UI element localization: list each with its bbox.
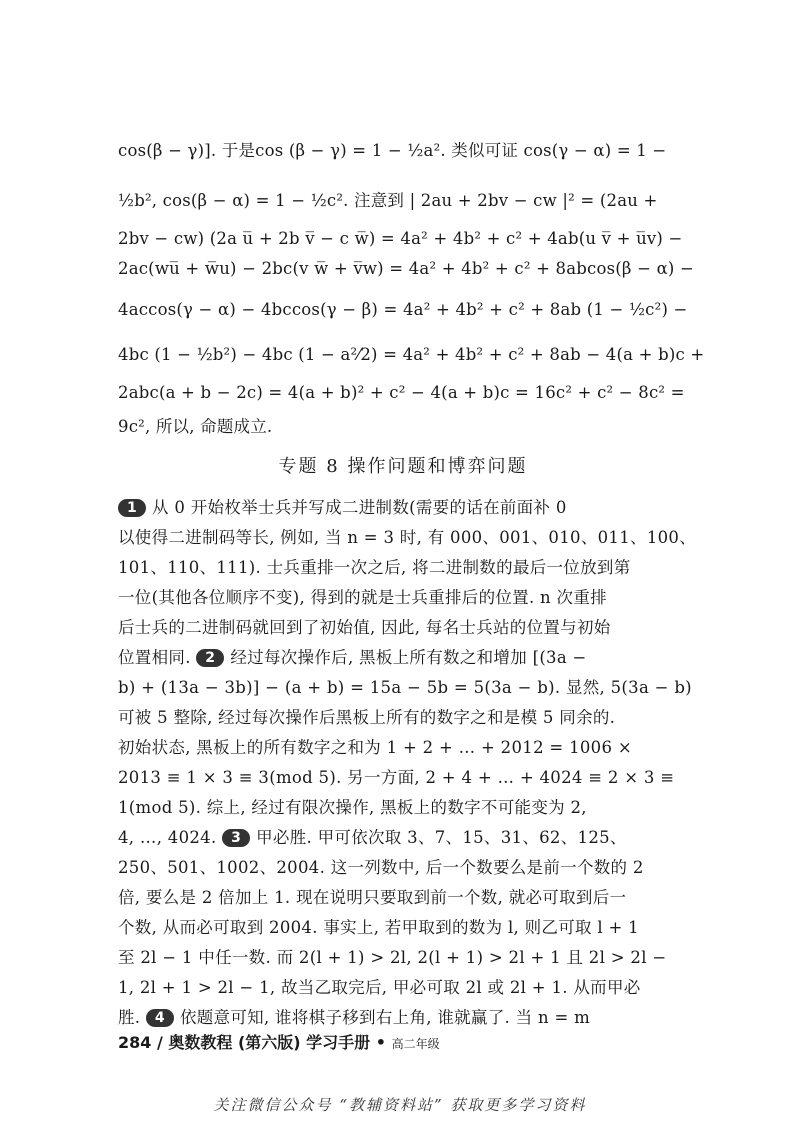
paragraph-line: 4, …, 4024. 3 甲必胜. 甲可依次取 3、7、15、31、62、125、 (118, 828, 627, 847)
paragraph-line: 以使得二进制码等长, 例如, 当 n = 3 时, 有 000、001、010、011、100、 (118, 528, 697, 547)
paragraph-line: 一位(其他各位顺序不变), 得到的就是士兵重排后的位置. n 次重排 (118, 588, 607, 607)
paragraph-line: 倍, 要么是 2 倍加上 1. 现在说明只要取到前一个数, 就必可取到后一 (118, 888, 627, 907)
paragraph-line: 后士兵的二进制码就回到了初始值, 因此, 每名士兵站的位置与初始 (118, 618, 611, 637)
paragraph-line: b) + (13a − 3b)] − (a + b) = 15a − 5b = 5(3a − b). 显然, 5(3a − b) (118, 678, 692, 697)
paragraph-line: 1(mod 5). 综上, 经过有限次操作, 黑板上的数字不可能变为 2, (118, 798, 587, 817)
math-line: 4accos(γ − α) − 4bccos(γ − β) = 4a² + 4b² + c² + 8ab (1 − ½c²) − (118, 300, 688, 319)
paragraph-line: 1, 2l + 1 > 2l − 1, 故当乙取完后, 甲必可取 2l 或 2l + 1. 从而甲必 (118, 978, 641, 997)
paragraph-line: 初始状态, 黑板上的所有数字之和为 1 + 2 + … + 2012 = 1006 × (118, 738, 632, 757)
paragraph-line: 1 从 0 开始枚举士兵并写成二进制数(需要的话在前面补 0 (118, 494, 688, 518)
paragraph-line: 2013 ≡ 1 × 3 ≡ 3(mod 5). 另一方面, 2 + 4 + … + 4024 ≡ 2 × 3 ≡ (118, 768, 675, 787)
paragraph-line: 至 2l − 1 中任一数. 而 2(l + 1) > 2l, 2(l + 1) > 2l + 1 且 2l > 2l − (118, 948, 667, 967)
paragraph-line: 位置相同. 2 经过每次操作后, 黑板上所有数之和增加 [(3a − (118, 648, 587, 667)
watermark-text: 关注微信公众号 “教辅资料站” 获取更多学习资料 (213, 1096, 587, 1114)
math-line: 4bc (1 − ½b²) − 4bc (1 − a²⁄2) = 4a² + 4b² + c² + 8ab − 4(a + b)c + (118, 345, 705, 364)
paragraph-line: 胜. 4 依题意可知, 谁将棋子移到右上角, 谁就赢了. 当 n = m (118, 1008, 591, 1027)
math-line: 9c², 所以, 命题成立. (118, 417, 273, 436)
footer-separator: / (156, 1033, 163, 1052)
book-title: 奥数教程 (第六版) 学习手册 (168, 1033, 371, 1052)
math-line: ½b², cos(β − α) = 1 − ½c². 注意到 | 2au + 2bv − cw |² = (2au + (118, 191, 658, 210)
page-number: 284 (118, 1033, 152, 1052)
math-line: cos(β − γ)]. 于是cos (β − γ) = 1 − ½a². 类似可证 cos(γ − α) = 1 − (118, 141, 667, 160)
paragraph-line: 个数, 从而必可取到 2004. 事实上, 若甲取到的数为 l, 则乙可取 l + 1 (118, 918, 639, 937)
section-title: 专题 8 操作问题和博弈问题 (278, 456, 528, 477)
problem-number-badge: 3 (222, 829, 250, 847)
math-line: 2abc(a + b − 2c) = 4(a + b)² + c² − 4(a + b)c = 16c² + c² − 8c² = (118, 383, 685, 402)
problem-number-badge: 1 (118, 499, 146, 517)
math-line: 2ac(wu̅ + w̅u) − 2bc(v w̅ + v̅w) = 4a² + 4b² + c² + 8abcos(β − α) − (118, 259, 695, 278)
paragraph-line: 可被 5 整除, 经过每次操作后黑板上所有的数字之和是模 5 同余的. (118, 708, 616, 727)
grade-label: 高二年级 (391, 1037, 440, 1051)
problem-number-badge: 4 (146, 1009, 174, 1027)
footer-dot: • (375, 1033, 386, 1052)
math-line: 2bv − cw) (2a u̅ + 2b v̅ − c w̅) = 4a² + 4b² + c² + 4ab(u v̅ + u̅v) − (118, 229, 683, 248)
page-footer (118, 1030, 440, 1053)
paragraph-line: 250、501、1002、2004. 这一列数中, 后一个数要么是前一个数的 2 (118, 858, 644, 877)
problem-number-badge: 2 (196, 649, 224, 667)
paragraph-line: 101、110、111). 士兵重排一次之后, 将二进制数的最后一位放到第 (118, 558, 631, 577)
